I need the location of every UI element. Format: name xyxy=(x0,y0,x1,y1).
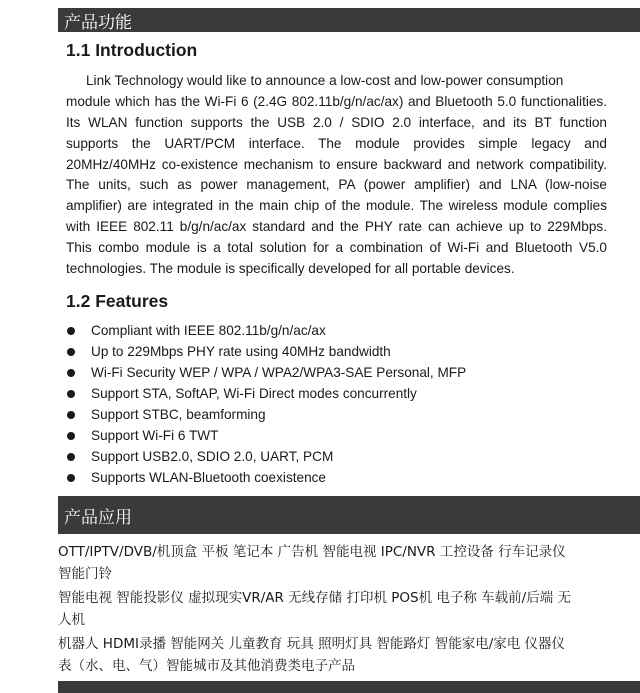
applications-paragraph xyxy=(58,541,618,585)
bullet-icon xyxy=(67,411,75,419)
feature-text: Support STA, SoftAP, Wi-Fi Direct modes concurrently xyxy=(91,386,417,401)
bullet-icon xyxy=(67,390,75,398)
list-item xyxy=(66,425,466,446)
bullet-icon xyxy=(67,327,75,335)
feature-text: Compliant with IEEE 802.11b/g/n/ac/ax xyxy=(91,323,326,338)
intro-line: The units, such as power management, PA (power amplifier) and LNA (low-noise xyxy=(66,177,607,193)
list-item xyxy=(66,467,466,488)
bullet-icon xyxy=(67,453,75,461)
intro-paragraph xyxy=(66,71,607,280)
section-header-applications xyxy=(58,496,640,534)
intro-line: supports the UART/PCM interface. The module provides simple legacy and xyxy=(66,135,607,151)
applications-line: OTT/IPTV/DVB/机顶盒 平板 笔记本 广告机 智能电视 IPC/NVR 工控设备 行车记录仪 xyxy=(58,544,566,560)
feature-text: Support Wi-Fi 6 TWT xyxy=(91,428,219,443)
top-strip xyxy=(0,0,640,6)
applications-line: 表（水、电、气）智能城市及其他消费类电子产品 xyxy=(58,658,355,674)
applications-text xyxy=(58,541,618,677)
bullet-icon xyxy=(67,432,75,440)
section-header-functions xyxy=(58,8,640,32)
section-title: 产品应用 xyxy=(64,507,132,528)
section-title: 产品功能 xyxy=(64,12,132,33)
applications-line: 机器人 HDMI录播 智能网关 儿童教育 玩具 照明灯具 智能路灯 智能家电/家电 仪器仪 xyxy=(58,636,566,652)
bullet-icon xyxy=(67,474,75,482)
list-item xyxy=(66,341,466,362)
intro-line: This combo module is a total solution for a combination of Wi-Fi and Bluetooth V5.0 xyxy=(66,240,607,256)
applications-line: 智能门铃 xyxy=(58,566,112,582)
section-header-bottom xyxy=(58,681,640,693)
list-item xyxy=(66,362,466,383)
intro-heading: 1.1 Introduction xyxy=(66,40,198,60)
feature-text: Supports WLAN-Bluetooth coexistence xyxy=(91,470,326,485)
features-list xyxy=(66,320,466,488)
intro-line: 20MHz/40MHz co-existence mechanism to ensure backward and network compatibility. xyxy=(66,156,607,172)
applications-line: 人机 xyxy=(58,612,85,628)
bullet-icon xyxy=(67,348,75,356)
applications-paragraph xyxy=(58,633,618,677)
feature-text: Support STBC, beamforming xyxy=(91,407,266,422)
list-item xyxy=(66,446,466,467)
bullet-icon xyxy=(67,369,75,377)
intro-line: technologies. The module is specifically developed for all portable devices. xyxy=(66,261,515,277)
intro-line xyxy=(66,71,607,92)
intro-line: with IEEE 802.11 b/g/n/ac/ax standard and the PHY rate can achieve up to 229Mbps. xyxy=(66,219,607,235)
feature-text: Up to 229Mbps PHY rate using 40MHz bandwidth xyxy=(91,344,391,359)
feature-text: Support USB2.0, SDIO 2.0, UART, PCM xyxy=(91,449,334,464)
list-item xyxy=(66,404,466,425)
intro-line-text: Link Technology would like to announce a low-cost and low-power consumption xyxy=(86,73,564,88)
intro-line: amplifier) are integrated in the main chip of the module. The wireless module complies xyxy=(66,198,607,214)
list-item xyxy=(66,320,466,341)
applications-paragraph xyxy=(58,587,618,631)
applications-line: 智能电视 智能投影仪 虚拟现实VR/AR 无线存储 打印机 POS机 电子称 车载前/后端 无 xyxy=(58,590,571,606)
intro-line: module which has the Wi-Fi 6 (2.4G 802.11b/g/n/ac/ax) and Bluetooth 5.0 functionalities. xyxy=(66,93,607,109)
features-heading: 1.2 Features xyxy=(66,291,169,311)
intro-line: Its WLAN function supports the USB 2.0 / SDIO 2.0 interface, and its BT function xyxy=(66,114,607,130)
list-item xyxy=(66,383,466,404)
feature-text: Wi-Fi Security WEP / WPA / WPA2/WPA3-SAE Personal, MFP xyxy=(91,365,467,380)
